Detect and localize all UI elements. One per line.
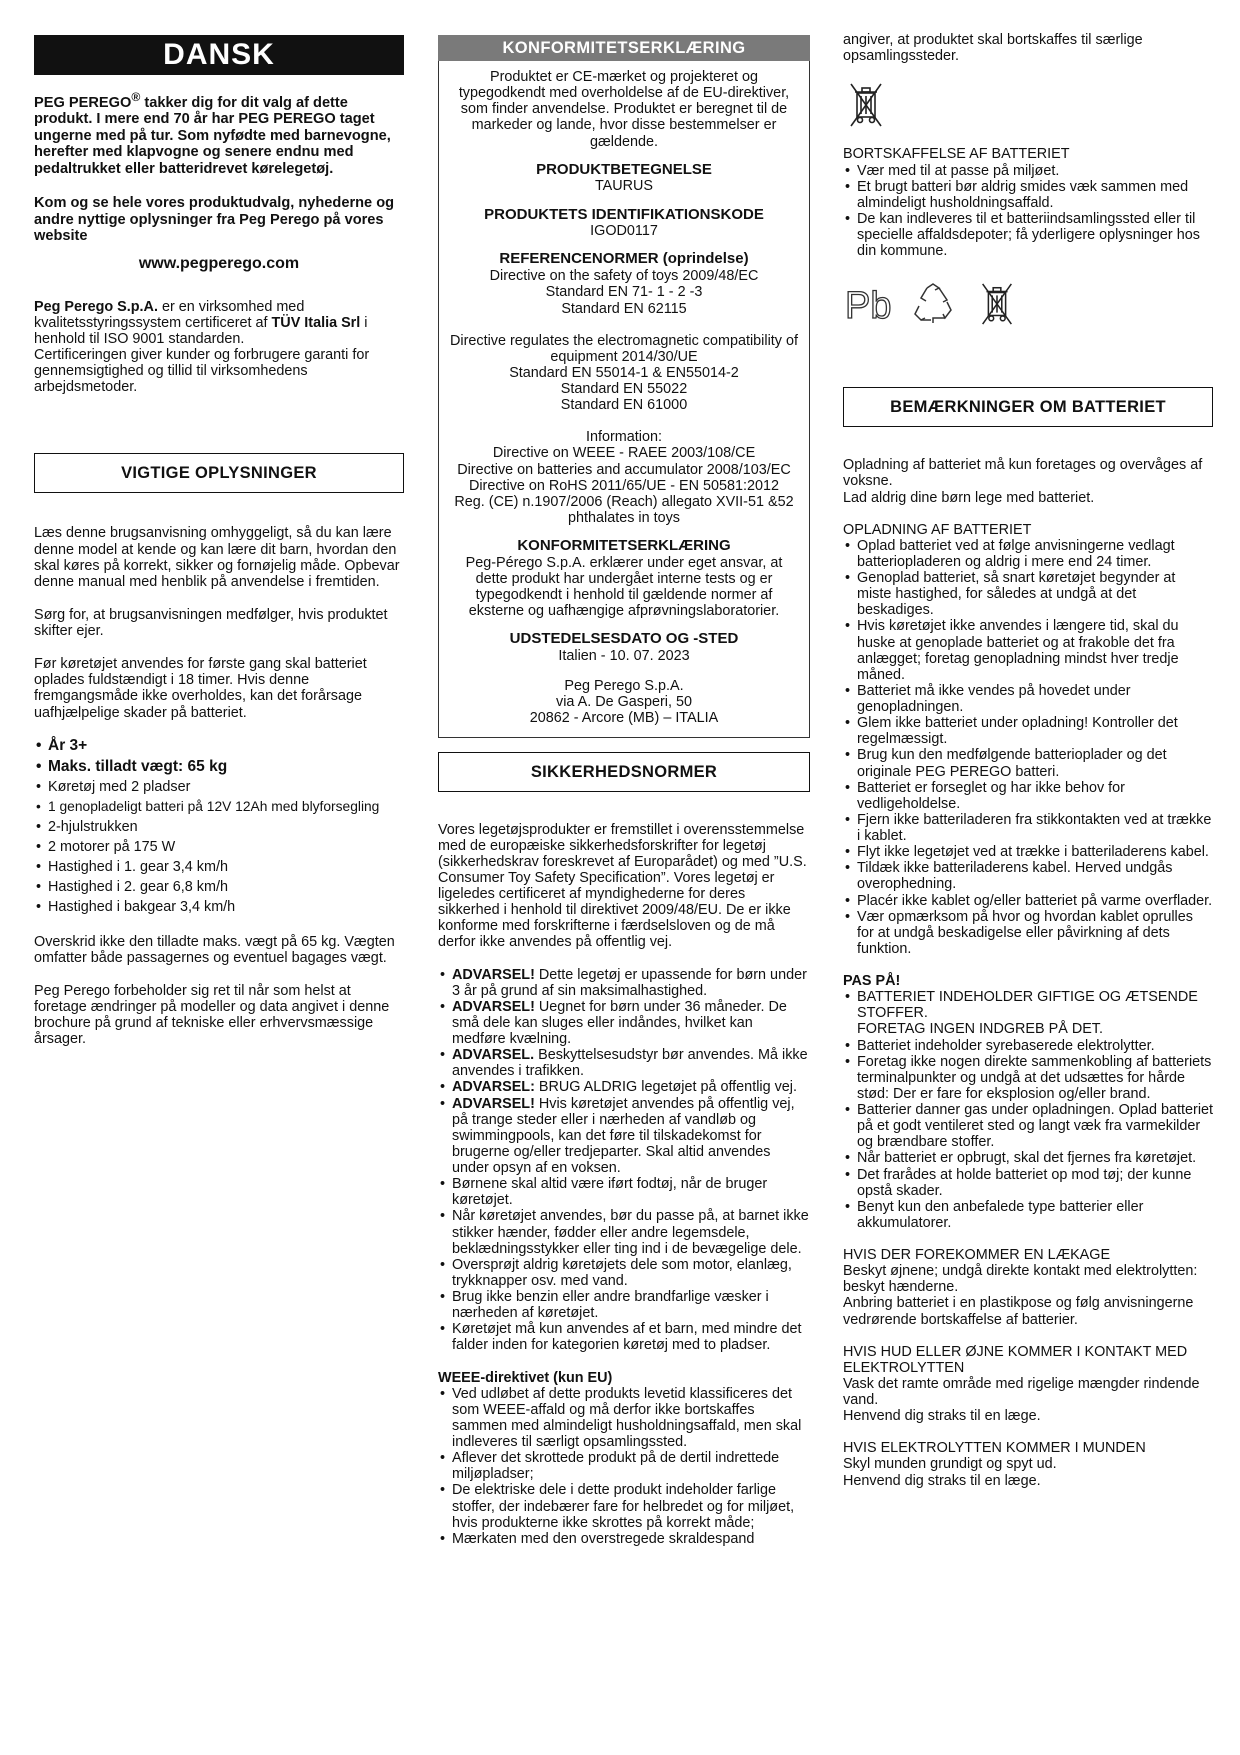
skin-text-2: Henvend dig straks til en læge. xyxy=(843,1408,1041,1425)
caution-item xyxy=(843,989,1213,1037)
disposal-item: • Vær med til at passe på miljøet. xyxy=(843,163,1213,179)
ref-line-1: Directive on the safety of toys 2009/48/EC xyxy=(489,268,759,285)
spec-battery: • 1 genopladeligt batteri på 12V 12Ah med blyforsegling xyxy=(34,799,404,814)
emc-line-2: Standard EN 55014-1 & EN55014-2 xyxy=(509,364,739,381)
conformity-intro: Produktet er CE-mærket og projekteret og typegodkendt med overholdelse af de EU-direktiver, som finder anvendelse. Produktet er beregnet til de markeder og lande, hvor disse bestemmelser er gældende. xyxy=(458,69,790,150)
caution-text: FORETAG INGEN INDGREB PÅ DET. xyxy=(857,1021,1104,1038)
charging-list xyxy=(843,538,1213,957)
info-line-1: Information: xyxy=(586,429,662,446)
spec-reverse: • Hastighed i bakgear 3,4 km/h xyxy=(34,899,404,915)
warning-item xyxy=(438,1079,810,1095)
weee-list xyxy=(438,1386,810,1547)
warning-item xyxy=(438,1096,810,1177)
company-paragraph xyxy=(34,299,404,347)
info-line-4: Directive on RoHS 2011/65/UE - EN 50581:2012 xyxy=(468,477,780,494)
column-left xyxy=(34,35,404,1047)
charging-item: • Glem ikke batteriet under opladning! Kontroller det regelmæssigt. xyxy=(843,715,1213,747)
conformity-heading: KONFORMITETSERKLÆRING xyxy=(438,35,810,61)
charging-item: • Oplad batteriet ved at følge anvisningerne vedlagt batteriopladeren og aldrig i mere end 24 timer. xyxy=(843,538,1213,570)
column-middle xyxy=(438,35,810,1547)
caution-item: • Foretag ikke nogen direkte sammenkobling af batteriets terminalpunkter og undgå at det udsættes for hårde stød: Der er fare for eksplosion og/eller brand. xyxy=(843,1054,1213,1102)
caution-item: • Benyt kun den anbefalede type batterier eller akkumulatorer. xyxy=(843,1199,1213,1231)
charging-heading: OPLADNING AF BATTERIET xyxy=(843,521,1032,538)
emc-line-4: Standard EN 61000 xyxy=(560,397,688,414)
crossed-bin-icon xyxy=(975,279,1019,329)
mouth-text-1: Skyl munden grundigt og spyt ud. xyxy=(843,1456,1057,1473)
safety-item: • Børnene skal altid være iført fodtøj, når de bruger køretøjet. xyxy=(438,1176,810,1208)
warning-item xyxy=(438,1047,810,1079)
safety-heading: SIKKERHEDSNORMER xyxy=(438,752,810,792)
declaration-label: KONFORMITETSERKLÆRING xyxy=(517,537,731,555)
safety-item: • Oversprøjt aldrig køretøjets dele som motor, elanlæg, trykknapper osv. med vand. xyxy=(438,1257,810,1289)
weee-item: • Ved udløbet af dette produkts levetid klassificeres det som WEEE-affald og må derfor ikke bortskaffes sammen med almindeligt husholdningsaffald, men skal indleveres til særligt opsamlingssted. xyxy=(438,1386,810,1451)
company-text: er en virksomhed med kvalitetsstyringssystem certificeret af xyxy=(34,298,305,331)
intro-text: takker dig for dit valg af dette produkt. I mere end 70 år har PEG PEREGO taget ungerne med på tur. Som nyfødte med barnevogne, herefter med klapvogne og senere endnu med pedaltrukket eller batteridrevet kørelegetøj. xyxy=(34,94,391,177)
warning-label: ADVARSEL. xyxy=(452,1047,535,1064)
battery-paragraph-1: Opladning af batteriet må kun foretages og overvåges af voksne. xyxy=(843,457,1203,490)
recycle-icon xyxy=(909,280,957,328)
emc-line-3: Standard EN 55022 xyxy=(560,381,688,398)
battery-disposal-heading: BORTSKAFFELSE AF BATTERIET xyxy=(843,146,1070,163)
leak-text-1: Beskyt øjnene; undgå direkte kontakt med elektrolytten: beskyt hænderne. xyxy=(843,1263,1198,1296)
warning-text: Uegnet for børn under 36 måneder. De små dele kan sluges eller indåndes, hvilket kan medføre kvælning. xyxy=(452,998,787,1048)
company-text-2: i henhold til ISO 9001 standarden. xyxy=(34,314,368,347)
emc-line-1: Directive regulates the electromagnetic compatibility of equipment 2014/30/UE xyxy=(450,332,798,365)
warning-text: Dette legetøj er upassende for børn under 3 år på grund af sin maksimalhastighed. xyxy=(452,966,807,999)
weee-item: • De elektriske dele i dette produkt indeholder farlige stoffer, der indebærer fare for helbredet og for miljøet, hvis produkterne ikke skrottes på korrekt måde; xyxy=(438,1482,810,1530)
weee-heading: WEEE-direktivet (kun EU) xyxy=(438,1369,613,1386)
certification-paragraph: Certificeringen giver kunder og forbrugere garanti for gennemsigtighed og tillid til virksomhedens arbejdsmetoder. xyxy=(34,347,370,396)
warning-label: ADVARSEL! xyxy=(452,998,535,1015)
weee-continuation: angiver, at produktet skal bortskaffes til særlige opsamlingssteder. xyxy=(843,32,1143,65)
charging-item: • Batteriet er forseglet og har ikke behov for vedligeholdelse. xyxy=(843,780,1213,812)
ref-line-3: Standard EN 62115 xyxy=(561,300,687,317)
charging-item: • Fjern ikke batteriladeren fra stikkontakten ved at trække i kablet. xyxy=(843,812,1213,844)
charging-item: • Hvis køretøjet ikke anvendes i længere tid, skal du huske at genoplade batteriet og at frakoble det fra anlægget; foretag genopladning mindst hver tredje måned. xyxy=(843,618,1213,683)
skin-heading: HVIS HUD ELLER ØJNE KOMMER I KONTAKT MED ELEKTROLYTTEN xyxy=(843,1343,1188,1376)
mouth-text-2: Henvend dig straks til en læge. xyxy=(843,1472,1041,1489)
intro-website-paragraph: Kom og se hele vores produktudvalg, nyhederne og andre nyttige oplysninger fra Peg Perego på vores website xyxy=(34,195,395,245)
caution-item: • Når batteriet er opbrugt, skal det fjernes fra køretøjet. xyxy=(843,1150,1213,1166)
safety-item: • Brug ikke benzin eller andre brandfarlige væsker i nærheden af køretøjet. xyxy=(438,1289,810,1321)
spec-age: • År 3+ xyxy=(34,737,404,754)
website-link[interactable]: www.pegperego.com xyxy=(138,254,300,272)
issue-label: UDSTEDELSESDATO OG -STED xyxy=(509,630,739,648)
warning-text: Beskyttelsesudstyr bør anvendes. Må ikke anvendes i trafikken. xyxy=(452,1047,808,1080)
warning-text: BRUG ALDRIG legetøjet på offentlig vej. xyxy=(534,1079,797,1096)
certifier-name: TÜV Italia Srl xyxy=(271,314,361,331)
ref-line-2: Standard EN 71- 1 - 2 -3 xyxy=(545,284,703,301)
warning-label: ADVARSEL: xyxy=(452,1079,535,1096)
spec-motors: • 2 motorer på 175 W xyxy=(34,839,404,855)
info-line-3: Directive on batteries and accumulator 2008/103/EC xyxy=(457,461,791,478)
disposal-list xyxy=(843,163,1213,260)
address-line-1: Peg Perego S.p.A. xyxy=(564,678,684,695)
address-line-2: via A. De Gasperi, 50 xyxy=(556,694,692,711)
disposal-item: • Et brugt batteri bør aldrig smides væk sammen med almindeligt husholdningsaffald. xyxy=(843,179,1213,211)
mouth-heading: HVIS ELEKTROLYTTEN KOMMER I MUNDEN xyxy=(843,1440,1146,1457)
weee-item: • Mærkaten med den overstregede skraldespand xyxy=(438,1531,810,1547)
column-right xyxy=(843,32,1213,1489)
conformity-box xyxy=(438,61,810,738)
reference-norms-label: REFERENCENORMER (oprindelse) xyxy=(499,250,749,268)
important-paragraph-2: Sørg for, at brugsanvisningen medfølger, hvis produktet skifter ejer. xyxy=(34,606,388,640)
spec-drive: • 2-hjulstrukken xyxy=(34,819,404,835)
charging-item: • Brug kun den medfølgende batterioplader og det originale PEG PEREGO batteri. xyxy=(843,747,1213,779)
safety-paragraph: Vores legetøjsprodukter er fremstillet i overensstemmelse med de europæiske sikkerhedsforskrifter for legetøj (sikkerhedskrav foreskrevet af Europarådet) og med ”U.S. Consumer Toy Safety Specification”. Vores legetøj er ligeledes certificeret af myndighederne for deres sikkerhed i henhold til direktivet 2009/48/EU. De er ikke konforme med forskrifterne i færdselsloven og de må derfor ikke anvendes på offentlig vej. xyxy=(438,821,807,951)
info-line-5: Reg. (CE) n.1907/2006 (Reach) allegato XVII-51 &52 phthalates in toys xyxy=(454,493,794,526)
caution-item: • Det frarådes at holde batteriet op mod tøj; der kunne opstå skader. xyxy=(843,1167,1213,1199)
product-label: PRODUKTBETEGNELSE xyxy=(536,160,712,178)
product-name: TAURUS xyxy=(594,178,654,195)
caution-item: • Batterier danner gas under opladningen. Oplad batteriet på et godt ventileret sted og langt væk fra varmekilder og brændbare stoffer. xyxy=(843,1102,1213,1150)
safety-item: • Når køretøjet anvendes, bør du passe på, at barnet ikke stikker hænder, fødder eller andre legemsdele, beklædningsstykker eller ting ind i de bevægelige dele. xyxy=(438,1208,810,1256)
leak-heading: HVIS DER FOREKOMMER EN LÆKAGE xyxy=(843,1247,1111,1263)
spec-seats: • Køretøj med 2 pladser xyxy=(34,779,404,795)
spec-list xyxy=(34,737,404,916)
svg-text:Pb: Pb xyxy=(845,285,891,325)
weight-note: Overskrid ikke den tilladte maks. vægt på 65 kg. Vægten omfatter både passagernes og eventuel bagages vægt. xyxy=(34,933,395,966)
issue-value: Italien - 10. 07. 2023 xyxy=(558,648,690,665)
skin-text-1: Vask det ramte område med rigelige mængder rindende vand. xyxy=(843,1375,1200,1408)
battery-paragraph-2: Lad aldrig dine børn lege med batteriet. xyxy=(843,489,1095,506)
charging-item: • Placér ikke kablet og/eller batteriet på varme overflader. xyxy=(843,893,1213,909)
reserve-note: Peg Perego forbeholder sig ret til når som helst at foretage ændringer på modeller og data angivet i denne brochure på grund af tekniske eller erhvervsmæssige årsager. xyxy=(34,982,390,1048)
important-info-heading: VIGTIGE OPLYSNINGER xyxy=(34,453,404,493)
caution-text: BATTERIET INDEHOLDER GIFTIGE OG ÆTSENDE STOFFER. xyxy=(857,989,1198,1022)
leak-text-2: Anbring batteriet i en plastikpose og følg anvisningerne vedrørende bortskaffelse af batterier. xyxy=(843,1295,1194,1328)
charging-item: • Tildæk ikke batteriladerens kabel. Herved undgås overophedning. xyxy=(843,860,1213,892)
declaration-text: Peg-Pérego S.p.A. erklærer under eget ansvar, at dette produkt har undergået interne tests og er typegodkendt i henhold til gældende normer af eksterne og uafhængige afprøvningslaboratorier. xyxy=(465,554,783,620)
crossed-bin-icon xyxy=(843,80,1213,134)
spec-gear-1: • Hastighed i 1. gear 3,4 km/h xyxy=(34,859,404,875)
registered-mark: ® xyxy=(131,90,141,104)
brand-name: PEG PEREGO xyxy=(34,94,132,111)
intro-paragraph xyxy=(34,91,404,177)
warning-item xyxy=(438,999,810,1047)
charging-item: • Genoplad batteriet, så snart køretøjet begynder at miste hastighed, for således at undgå at det beskadiges. xyxy=(843,570,1213,618)
spec-max-weight: • Maks. tilladt vægt: 65 kg xyxy=(34,758,404,775)
caution-item: • Batteriet indeholder syrebaserede elektrolytter. xyxy=(843,1038,1213,1054)
caution-list xyxy=(843,989,1213,1231)
language-title: DANSK xyxy=(34,35,404,75)
disposal-item: • De kan indleveres til et batteriindsamlingssted eller til specielle affaldsdepoter; få yderligere oplysninger hos din kommune. xyxy=(843,211,1213,259)
important-paragraph-3: Før køretøjet anvendes for første gang skal batteriet oplades fuldstændigt i 18 timer. Hvis denne fremgangsmåde ikke overholdes, kan det forårsage uafhjælpelige skader på batteriet. xyxy=(34,656,367,721)
warning-item xyxy=(438,967,810,999)
warning-label: ADVARSEL! xyxy=(452,1095,535,1112)
safety-item: • Køretøjet må kun anvendes af et barn, med mindre det falder inden for kategorien køretøj med to pladser. xyxy=(438,1321,810,1353)
lead-pb-icon xyxy=(843,284,891,324)
charging-item: • Vær opmærksom på hvor og hvordan kablet oprulles for at undgå beskadigelse eller påvirkning af dets funktion. xyxy=(843,909,1213,957)
spec-gear-2: • Hastighed i 2. gear 6,8 km/h xyxy=(34,879,404,895)
warning-text: Hvis køretøjet anvendes på offentlig vej, på trange steder eller i nærheden af vandløb og swimmingpools, kan det føre til tilskadekomst for brugerne og/eller tredjeparter. Skal altid anvendes under opsyn af en voksen. xyxy=(452,1095,795,1177)
info-line-2: Directive on WEEE - RAEE 2003/108/CE xyxy=(492,445,756,462)
id-code-label: PRODUKTETS IDENTIFIKATIONSKODE xyxy=(484,205,764,223)
battery-notes-heading: BEMÆRKNINGER OM BATTERIET xyxy=(843,387,1213,427)
address-line-3: 20862 - Arcore (MB) – ITALIA xyxy=(529,710,719,727)
disposal-icons xyxy=(843,279,1213,329)
charging-item: • Flyt ikke legetøjet ved at trække i batteriladerens kabel. xyxy=(843,844,1213,860)
important-paragraph-1: Læs denne brugsanvisning omhyggeligt, så du kan lære denne model at kende og kan lære dit barn, hvordan den skal køres på korrekt, sikker og fornøjelig måde. Opbevar denne manual med henblik på anvendelse i fremtiden. xyxy=(34,525,400,590)
warning-list xyxy=(438,967,810,1354)
warning-label: ADVARSEL! xyxy=(452,966,535,983)
id-code: IGOD0117 xyxy=(590,223,658,240)
company-name: Peg Perego S.p.A. xyxy=(34,298,158,315)
weee-item: • Aflever det skrottede produkt på de dertil indrettede miljøpladser; xyxy=(438,1450,810,1482)
caution-heading: PAS PÅ! xyxy=(843,973,901,989)
charging-item: • Batteriet må ikke vendes på hovedet under genopladningen. xyxy=(843,683,1213,715)
